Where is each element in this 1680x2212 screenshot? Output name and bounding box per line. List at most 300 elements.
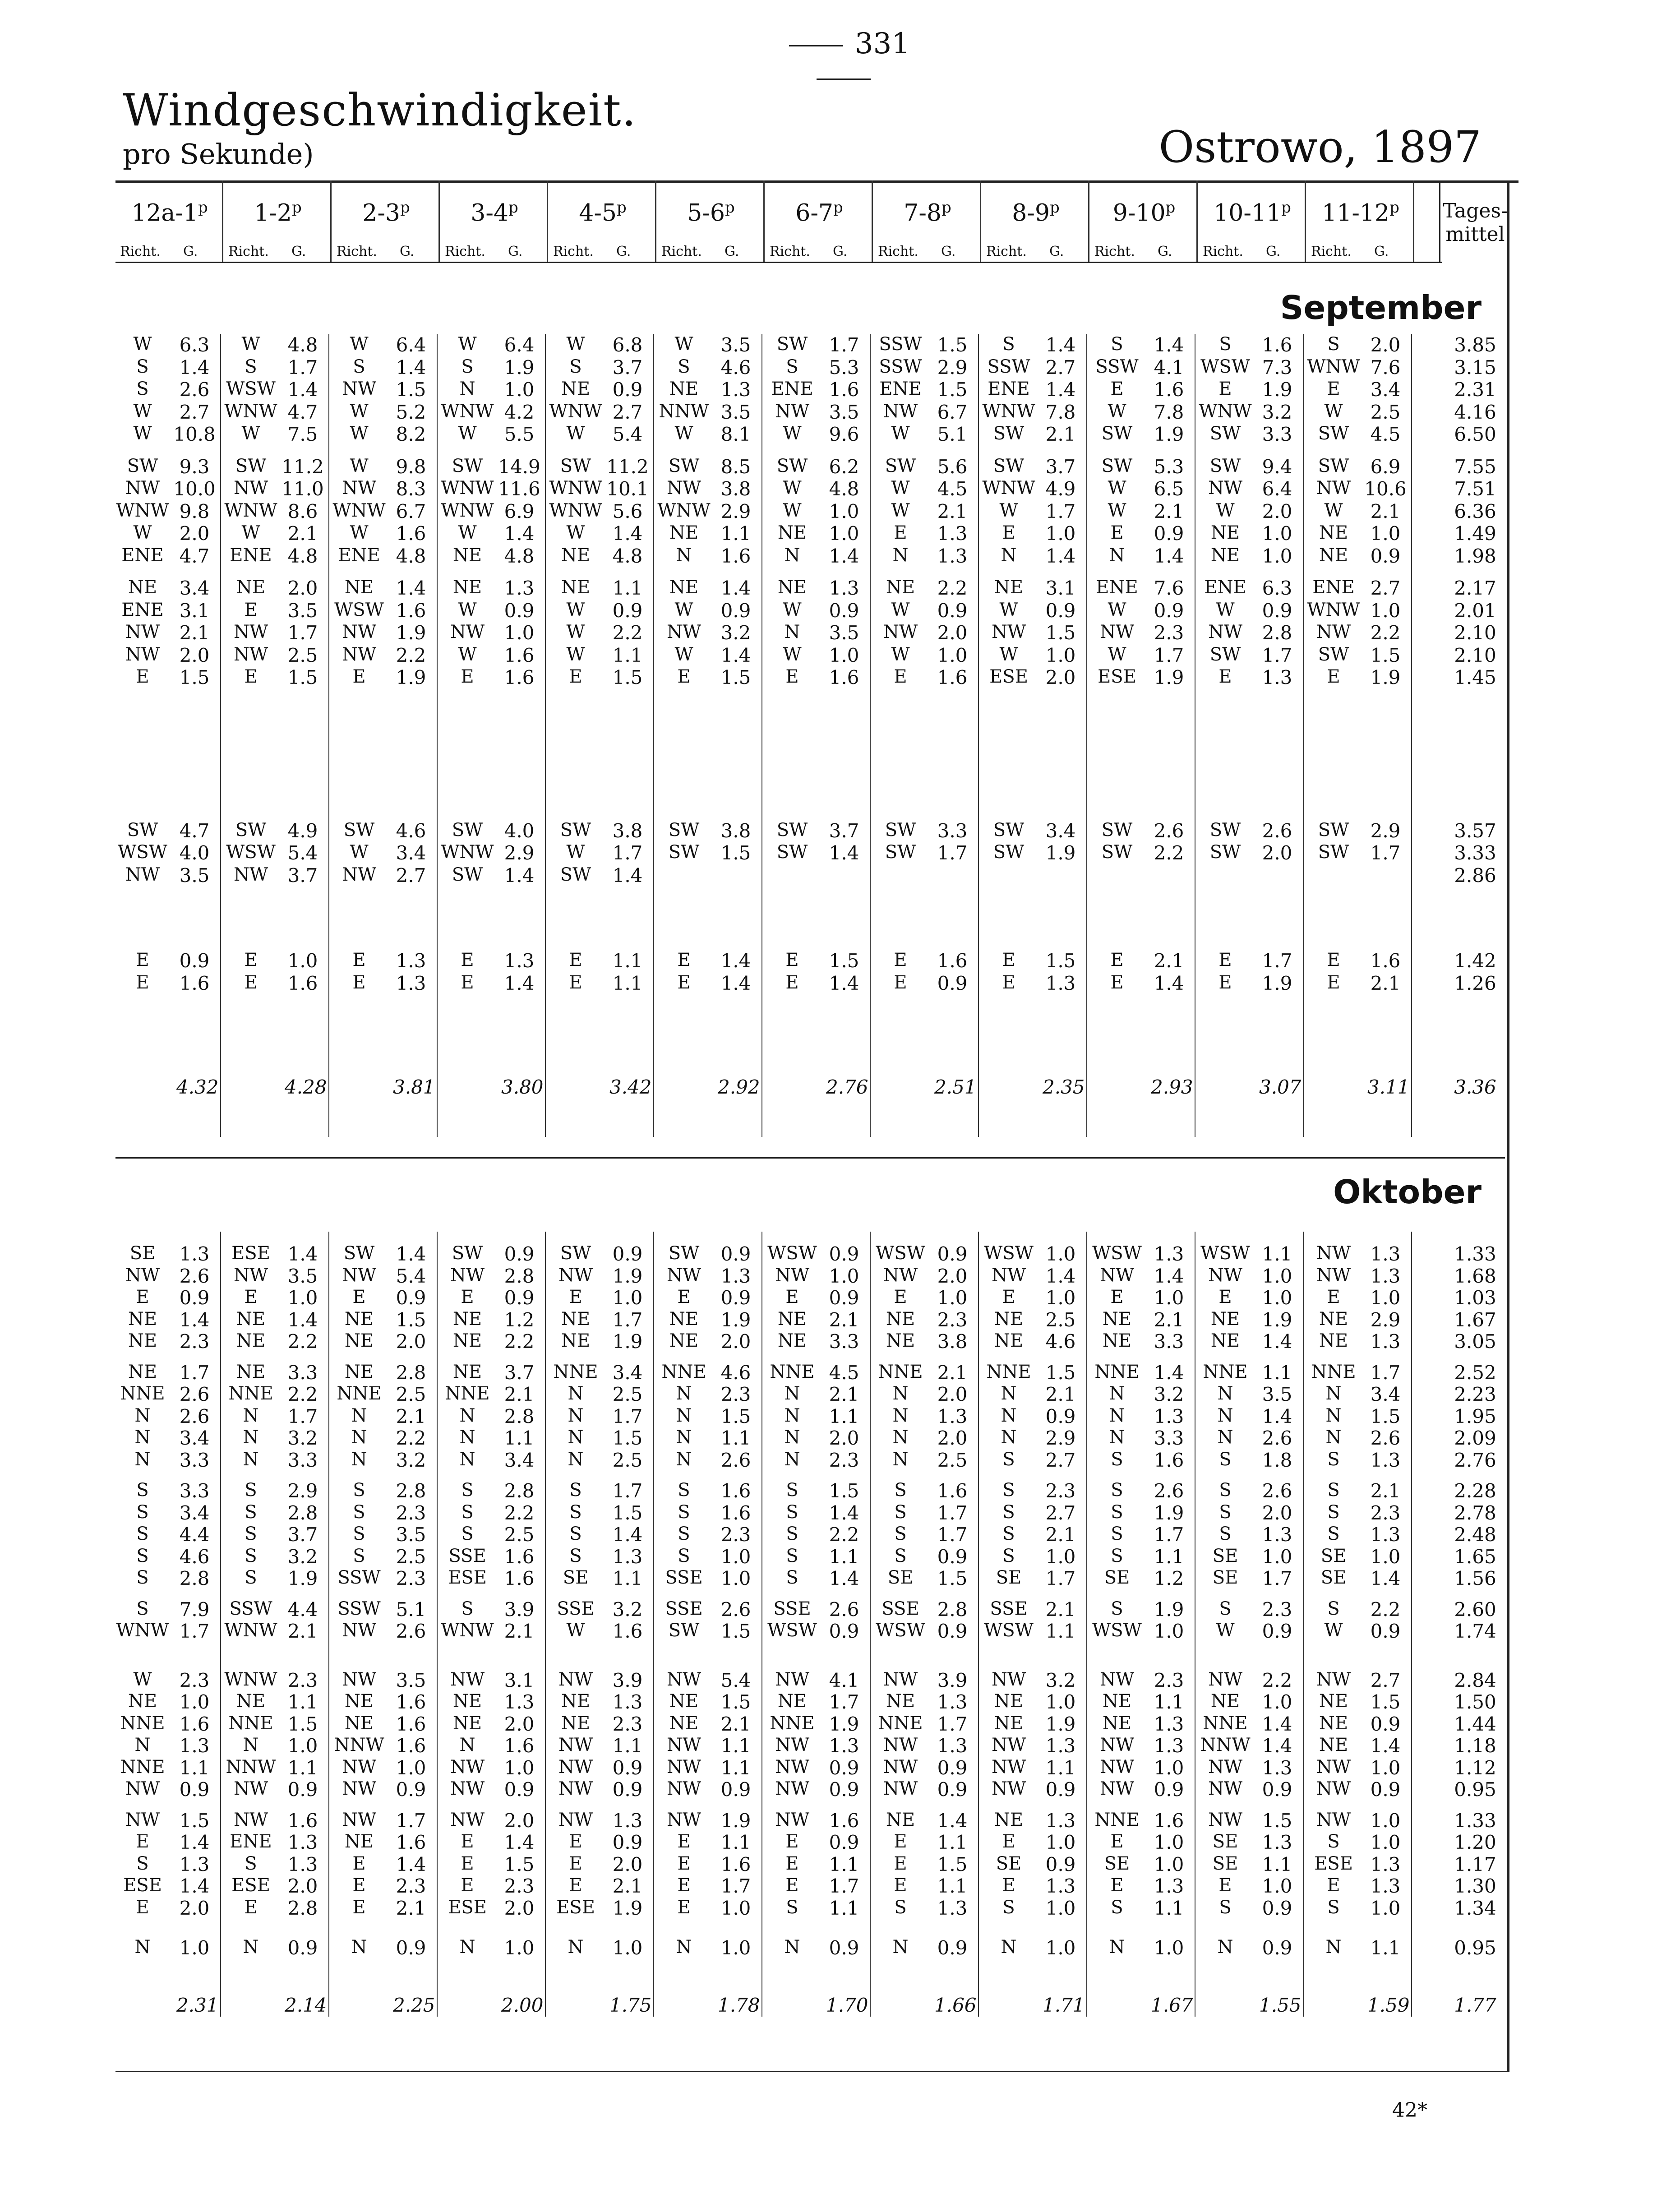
- wind-speed: 1.5: [1045, 622, 1076, 644]
- wind-direction: N: [459, 1427, 475, 1448]
- wind-speed: 2.3: [1045, 1480, 1076, 1502]
- wind-speed: 2.3: [720, 1383, 751, 1405]
- wind-direction: S: [245, 356, 257, 377]
- wind-direction: NW: [342, 1809, 377, 1830]
- wind-direction: E: [244, 950, 258, 970]
- wind-direction: SSW: [1095, 356, 1139, 377]
- wind-direction: NE: [236, 1330, 266, 1351]
- wind-speed: 3.2: [1045, 1669, 1076, 1691]
- wind-direction: NW: [1099, 1756, 1135, 1778]
- wind-direction: SSW: [229, 1598, 272, 1619]
- wind-speed: 2.9: [287, 1480, 318, 1502]
- wind-speed: 1.9: [612, 1330, 643, 1353]
- wind-direction: SW: [560, 455, 591, 476]
- wind-direction: NW: [342, 1265, 377, 1286]
- wind-speed: 1.1: [1045, 1756, 1076, 1779]
- wind-speed: 2.0: [1262, 1501, 1292, 1524]
- wind-speed: 1.5: [179, 666, 210, 688]
- wind-direction: N: [1001, 1383, 1017, 1404]
- wind-speed: 1.5: [937, 334, 968, 356]
- wind-speed: 1.3: [829, 577, 859, 599]
- wind-direction: NW: [233, 644, 268, 665]
- wind-direction: N: [784, 1937, 800, 1958]
- wind-speed: 4.9: [1045, 478, 1076, 500]
- wind-speed: 2.6: [1262, 819, 1292, 842]
- wind-speed: 1.0: [1045, 1243, 1076, 1265]
- wind-direction: E: [785, 1875, 799, 1896]
- wind-direction: WNW: [982, 401, 1035, 422]
- wind-direction: S: [1219, 1598, 1232, 1619]
- wind-speed: 1.6: [504, 666, 535, 688]
- wind-speed: 0.9: [1045, 1778, 1076, 1801]
- wind-speed: 4.8: [287, 545, 318, 567]
- wind-direction: S: [678, 356, 690, 377]
- wind-direction: S: [1327, 1598, 1340, 1619]
- wind-speed: 2.1: [504, 1383, 535, 1405]
- wind-speed: 1.5: [1370, 1405, 1401, 1427]
- wind-direction: W: [133, 401, 152, 422]
- wind-direction: WNW: [224, 1620, 277, 1641]
- wind-speed: 2.6: [1154, 819, 1184, 842]
- wind-direction: S: [1327, 1449, 1340, 1470]
- value-subheader: G.: [1049, 244, 1064, 259]
- wind-speed: 1.1: [179, 1756, 210, 1779]
- wind-speed: 1.0: [829, 500, 859, 522]
- wind-direction: NW: [233, 1265, 268, 1286]
- wind-direction: ESE: [231, 1243, 270, 1264]
- wind-speed: 1.7: [1045, 1567, 1076, 1589]
- wind-speed: 0.9: [937, 1545, 968, 1568]
- wind-speed: 2.0: [504, 1713, 535, 1735]
- wind-direction: W: [350, 455, 369, 476]
- wind-direction: E: [244, 1897, 258, 1918]
- wind-direction: E: [569, 666, 582, 687]
- wind-direction: SW: [1101, 423, 1133, 444]
- wind-direction: SW: [1209, 423, 1241, 444]
- wind-speed: 4.6: [720, 356, 751, 379]
- wind-direction: NW: [775, 1265, 810, 1286]
- wind-direction: NE: [128, 1330, 157, 1351]
- wind-speed: 1.3: [1045, 972, 1076, 994]
- wind-speed: 3.2: [287, 1545, 318, 1568]
- wind-direction: W: [999, 599, 1018, 620]
- wind-speed: 1.6: [937, 666, 968, 688]
- wind-direction: NW: [342, 1778, 377, 1799]
- wind-speed: 2.1: [1045, 1383, 1076, 1405]
- wind-direction: E: [677, 1831, 691, 1852]
- wind-direction: WSW: [118, 842, 167, 863]
- wind-direction: S: [353, 1524, 365, 1544]
- wind-direction: E: [352, 1853, 366, 1874]
- wind-direction: S: [1219, 1501, 1232, 1523]
- wind-speed: 2.8: [504, 1480, 535, 1502]
- wind-speed: 1.3: [829, 1735, 859, 1757]
- wind-direction: N: [243, 1937, 259, 1958]
- wind-direction: W: [241, 522, 260, 543]
- wind-speed: 0.9: [1154, 522, 1184, 545]
- daily-mean-value: 2.01: [1454, 599, 1496, 622]
- hour-suffix: p: [616, 199, 627, 217]
- column-divider: [547, 180, 548, 262]
- value-divider: [220, 1232, 221, 2017]
- wind-speed: 2.3: [504, 1875, 535, 1897]
- wind-speed: 8.2: [396, 423, 426, 445]
- wind-speed: 1.7: [1045, 500, 1076, 522]
- wind-direction: W: [566, 622, 585, 642]
- wind-speed: 1.4: [179, 1831, 210, 1853]
- wind-direction: SSE: [665, 1598, 703, 1619]
- wind-direction: SE: [1212, 1831, 1238, 1852]
- wind-speed: 1.0: [1370, 1831, 1401, 1853]
- wind-direction: SSW: [337, 1598, 381, 1619]
- direction-subheader: Richt.: [445, 244, 485, 259]
- daily-mean-value: 2.10: [1454, 622, 1496, 644]
- wind-speed: 1.0: [504, 1756, 535, 1779]
- wind-direction: N: [351, 1405, 367, 1426]
- value-divider: [437, 334, 438, 1137]
- wind-speed: 1.5: [829, 950, 859, 972]
- wind-speed: 0.9: [1262, 1897, 1292, 1919]
- wind-direction: S: [461, 1598, 474, 1619]
- wind-direction: NW: [775, 1809, 810, 1830]
- wind-speed: 2.0: [179, 644, 210, 666]
- wind-speed: 3.1: [504, 1669, 535, 1691]
- wind-speed: 5.6: [937, 455, 968, 478]
- wind-direction: NE: [561, 1691, 591, 1712]
- wind-direction: W: [133, 522, 152, 543]
- wind-direction: NE: [886, 577, 915, 598]
- wind-direction: E: [1218, 1287, 1232, 1307]
- wind-direction: SSW: [879, 334, 922, 355]
- wind-direction: S: [1111, 1524, 1123, 1544]
- daily-mean-value: 1.03: [1454, 1287, 1496, 1309]
- wind-direction: N: [676, 1383, 692, 1404]
- header-bottom-rule: [115, 262, 1442, 263]
- wind-speed: 4.7: [179, 819, 210, 842]
- wind-direction: N: [892, 1383, 909, 1404]
- wind-direction: NE: [777, 522, 807, 543]
- value-divider: [870, 1232, 871, 2017]
- wind-direction: S: [894, 1524, 907, 1544]
- wind-speed: 0.9: [829, 1778, 859, 1801]
- wind-speed: 1.1: [937, 1831, 968, 1853]
- wind-direction: NW: [125, 864, 160, 885]
- wind-speed: 4.4: [287, 1598, 318, 1621]
- wind-direction: NW: [1099, 622, 1135, 642]
- wind-speed: 1.3: [937, 1735, 968, 1757]
- wind-direction: S: [569, 1501, 582, 1523]
- wind-direction: E: [1327, 950, 1340, 970]
- wind-direction: S: [245, 1501, 257, 1523]
- hour-header: [549, 199, 657, 226]
- hour-suffix: p: [400, 199, 410, 217]
- wind-direction: NE: [344, 1330, 374, 1351]
- wind-speed: 3.3: [829, 1330, 859, 1353]
- wind-direction: NW: [1208, 1669, 1243, 1690]
- monthly-hour-mean: 2.76: [826, 1076, 868, 1098]
- wind-speed: 0.9: [937, 1778, 968, 1801]
- wind-speed: 2.8: [1262, 622, 1292, 644]
- wind-speed: 2.1: [937, 500, 968, 522]
- wind-direction: E: [352, 1287, 366, 1307]
- wind-speed: 2.3: [1154, 1669, 1184, 1691]
- wind-direction: ESE: [556, 1897, 595, 1918]
- daily-mean-value: 1.98: [1454, 545, 1496, 567]
- wind-direction: SW: [1318, 819, 1349, 840]
- wind-speed: 1.1: [829, 1897, 859, 1919]
- wind-speed: 3.4: [396, 842, 426, 864]
- wind-direction: NNE: [986, 1361, 1031, 1382]
- wind-speed: 3.4: [179, 1427, 210, 1449]
- wind-direction: E: [894, 1875, 907, 1896]
- wind-direction: S: [461, 1524, 474, 1544]
- wind-speed: 2.1: [1045, 1524, 1076, 1546]
- wind-direction: SSE: [773, 1598, 811, 1619]
- wind-direction: NE: [1210, 1691, 1240, 1712]
- daily-mean-value: 0.95: [1454, 1937, 1496, 1959]
- wind-speed: 4.7: [287, 401, 318, 423]
- wind-direction: SW: [993, 819, 1025, 840]
- wind-direction: E: [785, 950, 799, 970]
- wind-direction: W: [1216, 500, 1235, 521]
- wind-direction: NE: [1210, 522, 1240, 543]
- wind-direction: SW: [127, 819, 158, 840]
- wind-direction: NE: [561, 1308, 591, 1330]
- wind-speed: 1.0: [720, 1545, 751, 1568]
- wind-speed: 0.9: [396, 1287, 426, 1309]
- wind-direction: NE: [1319, 545, 1348, 566]
- wind-speed: 1.0: [1154, 1831, 1184, 1853]
- wind-speed: 3.3: [179, 1480, 210, 1502]
- wind-direction: SW: [1209, 644, 1241, 665]
- wind-direction: E: [569, 1287, 582, 1307]
- wind-direction: E: [677, 972, 691, 993]
- hour-suffix: p: [1165, 199, 1176, 217]
- wind-direction: SW: [885, 455, 916, 476]
- daily-mean-value: 2.10: [1454, 644, 1496, 666]
- wind-direction: E: [894, 522, 907, 543]
- wind-speed: 1.7: [179, 1620, 210, 1642]
- wind-direction: SW: [993, 842, 1025, 863]
- wind-direction: WNW: [116, 1620, 169, 1641]
- wind-direction: N: [1217, 1405, 1233, 1426]
- wind-speed: 1.3: [1154, 1713, 1184, 1735]
- wind-direction: WNW: [1307, 356, 1360, 377]
- value-subheader: G.: [941, 244, 956, 259]
- wind-direction: S: [136, 1853, 149, 1874]
- wind-direction: NE: [452, 545, 482, 566]
- wind-speed: 1.7: [937, 1501, 968, 1524]
- wind-direction: WNW: [224, 500, 277, 521]
- wind-direction: E: [1218, 666, 1232, 687]
- wind-speed: 3.3: [179, 1449, 210, 1471]
- wind-speed: 2.7: [1045, 1501, 1076, 1524]
- wind-direction: E: [1110, 379, 1124, 399]
- wind-direction: NE: [1102, 1308, 1132, 1330]
- wind-direction: N: [351, 1449, 367, 1470]
- wind-speed: 1.1: [1154, 1691, 1184, 1713]
- wind-direction: NW: [125, 1778, 160, 1799]
- wind-speed: 5.2: [396, 401, 426, 423]
- wind-speed: 0.9: [720, 1778, 751, 1801]
- wind-speed: 2.2: [396, 1427, 426, 1449]
- wind-direction: E: [1110, 1287, 1124, 1307]
- wind-direction: NW: [1208, 1756, 1243, 1778]
- wind-direction: N: [1325, 1937, 1342, 1958]
- wind-direction: SW: [1318, 644, 1349, 665]
- wind-direction: S: [136, 379, 149, 399]
- wind-direction: S: [245, 1480, 257, 1501]
- wind-speed: 1.0: [1045, 644, 1076, 666]
- daily-mean-value: 4.16: [1454, 401, 1496, 423]
- wind-direction: S: [461, 1480, 474, 1501]
- wind-speed: 1.3: [1262, 1524, 1292, 1546]
- wind-direction: NW: [233, 864, 268, 885]
- wind-direction: S: [461, 1501, 474, 1523]
- wind-speed: 1.3: [1262, 666, 1292, 688]
- wind-direction: SW: [235, 819, 267, 840]
- wind-speed: 1.4: [829, 1567, 859, 1589]
- wind-speed: 1.4: [504, 522, 535, 545]
- wind-speed: 1.0: [1045, 1897, 1076, 1919]
- wind-speed: 2.0: [937, 622, 968, 644]
- wind-direction: SSE: [990, 1598, 1028, 1619]
- wind-direction: SW: [776, 455, 808, 476]
- wind-direction: W: [999, 500, 1018, 521]
- wind-direction: S: [786, 1567, 798, 1588]
- wind-direction: W: [1216, 599, 1235, 620]
- wind-direction: NE: [561, 577, 591, 598]
- wind-direction: E: [1002, 950, 1015, 970]
- wind-speed: 2.0: [1370, 334, 1401, 356]
- wind-direction: E: [785, 666, 799, 687]
- wind-speed: 5.4: [396, 1265, 426, 1287]
- wind-direction: NW: [991, 1735, 1026, 1755]
- wind-speed: 2.5: [612, 1383, 643, 1405]
- wind-speed: 6.7: [396, 500, 426, 522]
- wind-direction: W: [566, 644, 585, 665]
- wind-direction: N: [1001, 1937, 1017, 1958]
- wind-direction: SW: [885, 819, 916, 840]
- wind-speed: 1.4: [287, 379, 318, 401]
- wind-speed: 2.0: [1262, 842, 1292, 864]
- wind-speed: 1.7: [1370, 842, 1401, 864]
- wind-direction: E: [569, 1853, 582, 1874]
- hour-suffix: p: [198, 199, 208, 217]
- wind-direction: W: [566, 522, 585, 543]
- wind-direction: NW: [1208, 1809, 1243, 1830]
- wind-direction: S: [245, 1853, 257, 1874]
- wind-speed: 2.2: [1370, 622, 1401, 644]
- wind-direction: SSE: [665, 1567, 703, 1588]
- daily-mean-value: 1.74: [1454, 1620, 1496, 1642]
- wind-speed: 1.9: [1154, 1598, 1184, 1621]
- wind-speed: 1.4: [612, 1524, 643, 1546]
- wind-direction: E: [1327, 379, 1340, 399]
- wind-speed: 5.4: [720, 1669, 751, 1691]
- wind-speed: 1.1: [1262, 1361, 1292, 1384]
- daily-mean-value: 2.60: [1454, 1598, 1496, 1621]
- wind-speed: 1.7: [612, 1405, 643, 1427]
- wind-direction: N: [134, 1735, 151, 1755]
- wind-direction: W: [783, 478, 802, 499]
- daily-mean-value: 1.33: [1454, 1243, 1496, 1265]
- wind-speed: 1.5: [287, 1713, 318, 1735]
- wind-direction: E: [136, 1831, 149, 1852]
- wind-speed: 4.8: [396, 545, 426, 567]
- hour-header: [115, 199, 224, 226]
- hour-suffix: p: [941, 199, 951, 217]
- wind-direction: N: [351, 1937, 367, 1958]
- wind-direction: E: [352, 1875, 366, 1896]
- wind-speed: 2.9: [1370, 819, 1401, 842]
- table-bottom-rule: [115, 2071, 1509, 2072]
- wind-speed: 1.4: [1154, 972, 1184, 994]
- wind-speed: 1.3: [1045, 1875, 1076, 1897]
- wind-direction: W: [241, 423, 260, 444]
- direction-subheader: Richt.: [878, 244, 918, 259]
- wind-direction: NW: [991, 622, 1026, 642]
- wind-direction: W: [1108, 478, 1126, 499]
- wind-direction: NE: [1102, 1713, 1132, 1734]
- wind-speed: 1.3: [1154, 1405, 1184, 1427]
- wind-speed: 1.4: [829, 972, 859, 994]
- wind-direction: NW: [1316, 1243, 1351, 1264]
- hour-header: [982, 199, 1090, 226]
- wind-speed: 2.5: [612, 1449, 643, 1471]
- daily-mean-value: 2.48: [1454, 1524, 1496, 1546]
- wind-direction: NW: [883, 1265, 918, 1286]
- wind-speed: 6.3: [1262, 577, 1292, 599]
- wind-speed: 1.4: [504, 1831, 535, 1853]
- wind-direction: WSW: [1092, 1620, 1142, 1641]
- wind-direction: W: [458, 522, 477, 543]
- wind-speed: 2.1: [179, 622, 210, 644]
- wind-speed: 1.5: [504, 1853, 535, 1875]
- wind-speed: 1.4: [1154, 1361, 1184, 1384]
- wind-speed: 1.0: [1262, 1265, 1292, 1287]
- daily-mean-value: 7.55: [1454, 455, 1496, 478]
- wind-speed: 2.1: [829, 1383, 859, 1405]
- wind-direction: NW: [883, 1778, 918, 1799]
- wind-speed: 1.6: [720, 545, 751, 567]
- wind-speed: 1.0: [720, 1897, 751, 1919]
- wind-speed: 5.3: [1154, 455, 1184, 478]
- wind-speed: 2.5: [396, 1545, 426, 1568]
- wind-speed: 7.6: [1370, 356, 1401, 379]
- wind-speed: 2.8: [287, 1501, 318, 1524]
- wind-speed: 1.4: [396, 1853, 426, 1875]
- wind-direction: SW: [993, 423, 1025, 444]
- wind-direction: NNE: [445, 1383, 490, 1404]
- wind-speed: 1.5: [720, 1405, 751, 1427]
- wind-direction: S: [569, 1480, 582, 1501]
- wind-direction: W: [674, 334, 693, 355]
- wind-direction: N: [676, 1405, 692, 1426]
- wind-direction: E: [1110, 972, 1124, 993]
- wind-direction: NW: [883, 1756, 918, 1778]
- wind-direction: W: [783, 644, 802, 665]
- wind-direction: NW: [775, 1669, 810, 1690]
- wind-direction: NNE: [770, 1361, 815, 1382]
- wind-speed: 10.1: [606, 478, 649, 500]
- wind-speed: 2.1: [287, 1620, 318, 1642]
- wind-speed: 1.3: [504, 577, 535, 599]
- wind-speed: 4.6: [396, 819, 426, 842]
- wind-speed: 2.1: [937, 1361, 968, 1384]
- wind-speed: 8.3: [396, 478, 426, 500]
- wind-direction: SW: [993, 455, 1025, 476]
